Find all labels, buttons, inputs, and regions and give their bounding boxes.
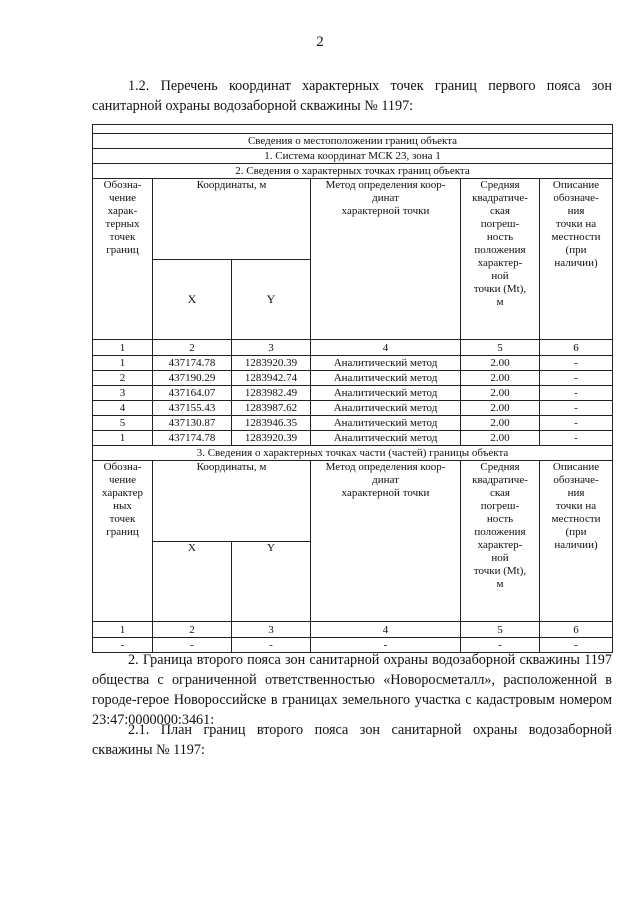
col-x: X [153, 259, 232, 340]
paragraph-2-1: 2.1. План границ второго пояса зон санитарной охраны водозаборной скважины № 1197: [92, 722, 612, 758]
col-y: Y [232, 259, 311, 340]
table-row: 2 437190.29 1283942.74 Аналитический метод 2.00 - [93, 371, 613, 386]
table-row: 1 437174.78 1283920.39 Аналитический метод 2.00 - [93, 356, 613, 371]
col-y-part: Y [232, 541, 311, 622]
column-index-row-part: 1 2 3 4 5 6 [93, 622, 613, 638]
col-description: Описание обозначе- ния точки на местности (при наличии) [540, 179, 613, 340]
coordinate-system: 1. Система координат МСК 23, зона 1 [93, 149, 613, 164]
col-method: Метод определения коор- динат характерной точки [311, 179, 461, 340]
section-heading-1-2: 1.2. Перечень координат характерных точек границ первого пояса зон санитарной охраны водозаборной скважины № 1197: [92, 78, 612, 114]
col-x-part: X [153, 541, 232, 622]
col-error: Средняя квадратиче- ская погреш- ность положения характер- ной точки (Mt), м [461, 179, 540, 340]
section-2-title: 2. Сведения о характерных точках границ объекта [93, 164, 613, 179]
col-designation-part: Обозна- чение характер ных точек границ [93, 461, 153, 622]
col-description-part: Описание обозначе- ния точки на местности (при наличии) [540, 461, 613, 622]
col-method-part: Метод определения коор- динат характерной точки [311, 461, 461, 622]
page-number: 2 [316, 34, 324, 50]
table-row: 5 437130.87 1283946.35 Аналитический метод 2.00 - [93, 416, 613, 431]
column-index-row: 1 2 3 4 5 6 [93, 340, 613, 356]
coordinates-table [92, 124, 613, 653]
table-row: 3 437164.07 1283982.49 Аналитический метод 2.00 - [93, 386, 613, 401]
table-title: Сведения о местоположении границ объекта [93, 134, 613, 149]
col-coordinates-part: Координаты, м [153, 461, 311, 542]
table-row-part: - - - - - - [93, 638, 613, 653]
paragraph-2: 2. Граница второго пояса зон санитарной охраны водозаборной скважины 1197 общества с ограниченной ответственностью «Новоросметалл», расположенной в городе-герое Новороссийске в границах земельного участка с кадастровым номером 23:47:0000000:3461: [92, 652, 612, 728]
table-row: 4 437155.43 1283987.62 Аналитический метод 2.00 - [93, 401, 613, 416]
col-designation: Обозна- чение харак- терных точек границ [93, 179, 153, 340]
table-top-spacer [93, 125, 613, 134]
section-3-title: 3. Сведения о характерных точках части (частей) границы объекта [93, 446, 613, 461]
col-error-part: Средняя квадратиче- ская погреш- ность положения характер- ной точки (Mt), м [461, 461, 540, 622]
table-row: 1 437174.78 1283920.39 Аналитический метод 2.00 - [93, 431, 613, 446]
col-coordinates: Координаты, м [153, 179, 311, 260]
